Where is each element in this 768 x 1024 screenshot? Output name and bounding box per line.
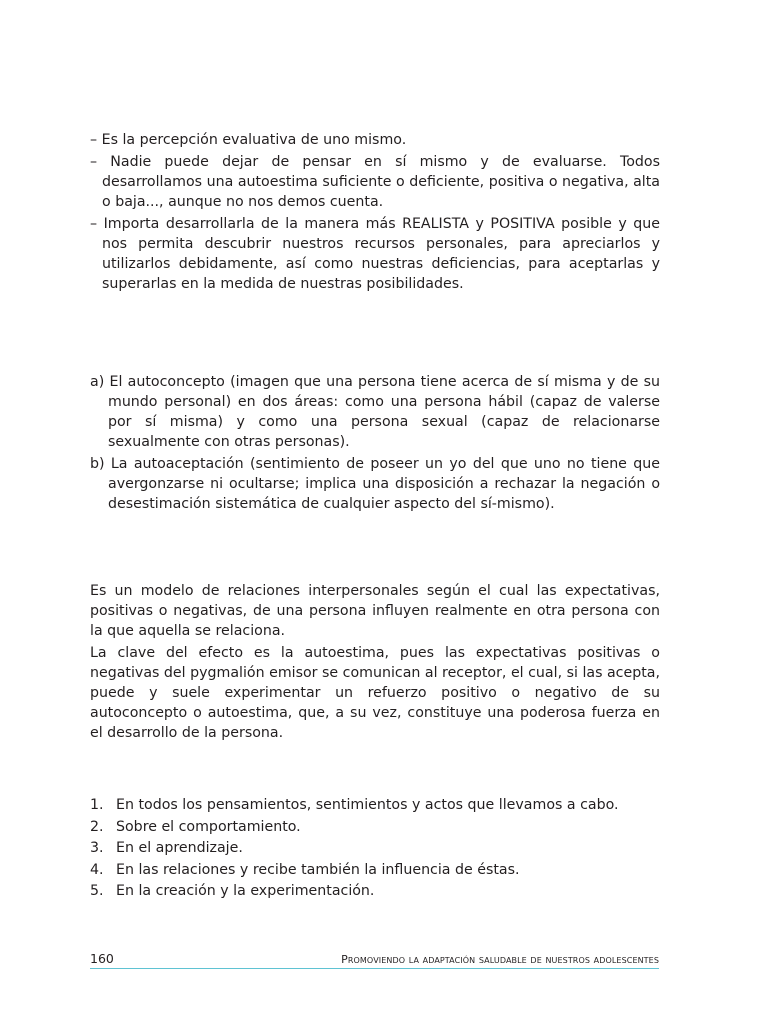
list-item-text: Sobre el comportamiento. xyxy=(116,818,301,835)
autoestima-components-list xyxy=(90,372,660,516)
page-number: 160 xyxy=(90,951,114,966)
numbered-list-item xyxy=(90,838,660,860)
dash-list-item: – Nadie puede dejar de pensar en sí mismo y de evaluarse. Todos desarrollamos una autoestima suficiente o deficiente, positiva o negativa, alta o baja..., aunque no nos demos cuenta. xyxy=(90,154,660,210)
numbered-list-item xyxy=(90,795,660,817)
list-item-text: En la creación y la experimentación. xyxy=(116,883,375,899)
list-number: 1. xyxy=(90,797,104,813)
list-number: 4. xyxy=(90,861,104,878)
list-number: 3. xyxy=(90,840,104,856)
pygmalion-effect-section xyxy=(90,581,660,743)
list-number: 5. xyxy=(90,883,104,899)
list-item-text: En el aprendizaje. xyxy=(116,840,243,856)
numbered-list-item xyxy=(90,881,660,903)
list-item-text: En las relaciones y recibe también la influencia de éstas. xyxy=(116,861,520,878)
body-paragraph: La clave del efecto es la autoestima, pues las expectativas positivas o negativas del pygmalión emisor se comunican al receptor, el cual, si las acepta, puede y suele experimentar un refuerzo positivo o negativo de su autoconcepto o autoestima, que, a su vez, constituye una poderosa fuerza en el desarrollo de la persona. xyxy=(90,645,660,741)
lettered-list-item: a) El autoconcepto (imagen que una persona tiene acerca de sí misma y de su mundo personal) en dos áreas: como una persona hábil (capaz de valerse por sí misma) y como una persona sexual (capaz de relacionarse sexualmente con otras personas). xyxy=(90,374,660,450)
body-paragraph: Es un modelo de relaciones interpersonales según el cual las expectativas, positivas o negativas, de una persona influyen realmente en otra persona con la que aquella se relaciona. xyxy=(90,583,660,639)
lettered-list-item: b) La autoaceptación (sentimiento de poseer un yo del que uno no tiene que avergonzarse ni ocultarse; implica una disposición a rechazar la negación o desestimación sistemática de cualquier aspecto del sí-mismo). xyxy=(90,456,660,512)
influence-numbered-list xyxy=(90,795,660,903)
numbered-list-item xyxy=(90,860,660,882)
list-number: 2. xyxy=(90,818,104,835)
running-head: Promoviendo la adaptación saludable de nuestros adolescentes xyxy=(341,953,659,966)
dash-list-item: – Importa desarrollarla de la manera más REALISTA y POSITIVA posible y que nos permita descubrir nuestros recursos personales, para apreciarlos y utilizarlos debidamente, así como nuestras deficiencias, para aceptarlas y superarlas en la medida de nuestras posibilidades. xyxy=(90,216,660,292)
dash-list-item: – Es la percepción evaluativa de uno mismo. xyxy=(90,132,407,148)
list-item-text: En todos los pensamientos, sentimientos y actos que llevamos a cabo. xyxy=(116,797,619,813)
autoestima-definition-list xyxy=(90,130,660,296)
numbered-list-item xyxy=(90,817,660,839)
page-footer xyxy=(90,950,659,969)
